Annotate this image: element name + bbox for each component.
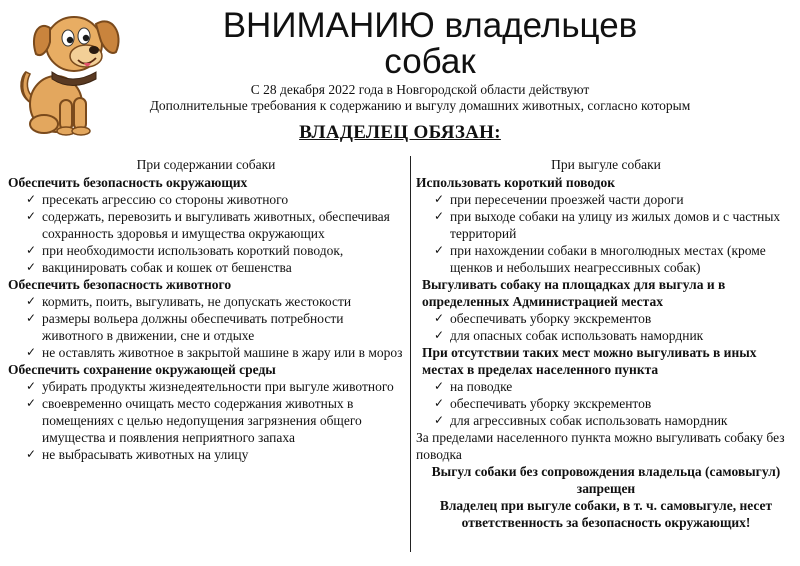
list-item: ✓ пресекать агрессию со стороны животного	[26, 192, 289, 207]
check-mark-icon: ✓	[26, 447, 37, 461]
outside-settlement-note: За пределами населенного пункта можно выгуливать собаку без поводка	[416, 430, 785, 462]
list-item: ✓ для опасных собак использовать намордник	[434, 328, 704, 343]
section-title: При отсутствии таких мест можно выгуливать в иных местах в пределах населенного пункта	[422, 345, 757, 377]
check-mark-icon: ✓	[434, 243, 445, 257]
check-mark-icon: ✓	[26, 294, 37, 308]
list-item: ✓ на поводке	[434, 379, 513, 394]
keeping-column	[8, 156, 404, 463]
list-item: ✓ обеспечивать уборку экскрементов	[434, 396, 652, 411]
requirement-list	[8, 293, 404, 361]
list-item: ✓ для агрессивных собак использовать намордник	[434, 413, 728, 428]
list-item: ✓ обеспечивать уборку экскрементов	[434, 311, 652, 326]
subtitle-line-1: С 28 декабря 2022 года в Новгородской области действуют	[250, 82, 590, 97]
list-item: ✓ кормить, поить, выгуливать, не допускать жестокости	[26, 294, 352, 309]
requirement-list	[8, 191, 404, 276]
list-item: ✓ содержать, перевозить и выгуливать животных, обеспечивая сохранность здоровья и имущества окружающих	[26, 209, 390, 241]
check-mark-icon: ✓	[434, 379, 445, 393]
owner-responsibility: Владелец при выгуле собаки, в т. ч. самовыгуле, несет ответственность за безопасность окружающих!	[439, 498, 773, 530]
section-title: Выгуливать собаку на площадках для выгула и в определенных Администрацией местах	[422, 277, 726, 309]
section-title: Обеспечить безопасность окружающих	[8, 175, 248, 190]
check-mark-icon: ✓	[26, 311, 37, 325]
list-item: ✓ при выходе собаки на улицу из жилых домов и с частных территорий	[434, 209, 781, 241]
list-item: ✓ не выбрасывать животных на улицу	[26, 447, 249, 462]
list-item: ✓ размеры вольера должны обеспечивать потребности животного в движении, сне и отдыхе	[26, 311, 344, 343]
title-line-1: ВНИМАНИЮ владельцев	[222, 6, 638, 45]
list-item: ✓ своевременно очищать место содержания животных в помещениях с целью недопущения загрязнения общего имущества и появления неприятного запаха	[26, 396, 362, 445]
cartoon-dog-icon	[16, 6, 134, 138]
list-item: ✓ при необходимости использовать короткий поводок,	[26, 243, 344, 258]
check-mark-icon: ✓	[434, 413, 445, 427]
check-mark-icon: ✓	[434, 328, 445, 342]
check-mark-icon: ✓	[26, 243, 37, 257]
check-mark-icon: ✓	[26, 260, 37, 274]
check-mark-icon: ✓	[26, 192, 37, 206]
main-heading: ВЛАДЕЛЕЦ ОБЯЗАН:	[299, 122, 501, 143]
check-mark-icon: ✓	[26, 379, 37, 393]
check-mark-icon: ✓	[26, 396, 37, 410]
section-title: Обеспечить безопасность животного	[8, 277, 232, 292]
check-mark-icon: ✓	[434, 311, 445, 325]
requirement-list	[416, 310, 796, 344]
column-divider	[410, 156, 411, 552]
list-item: ✓ при нахождении собаки в многолюдных местах (кроме щенков и небольших неагрессивных собак)	[434, 243, 766, 275]
keeping-column-title: При содержании собаки	[136, 157, 276, 172]
list-item: ✓ вакцинировать собак и кошек от бешенства	[26, 260, 292, 275]
check-mark-icon: ✓	[26, 209, 37, 223]
check-mark-icon: ✓	[26, 345, 37, 359]
list-item: ✓ при пересечении проезжей части дороги	[434, 192, 684, 207]
subtitle-line-2: Дополнительные требования к содержанию и выгулу домашних животных, согласно которым	[149, 98, 691, 113]
section-title: Обеспечить сохранение окружающей среды	[8, 362, 276, 377]
check-mark-icon: ✓	[434, 396, 445, 410]
list-item: ✓ убирать продукты жизнедеятельности при выгуле животного	[26, 379, 394, 394]
title-line-2: собак	[384, 42, 476, 81]
walking-column-title: При выгуле собаки	[551, 157, 661, 172]
requirement-list	[8, 378, 404, 463]
walking-column	[416, 156, 796, 531]
page-title	[150, 8, 710, 80]
section-title: Использовать короткий поводок	[416, 175, 616, 190]
self-walking-prohibition: Выгул собаки без сопровождения владельца (самовыгул) запрещен	[431, 464, 781, 496]
requirement-list	[416, 191, 796, 276]
list-item: ✓ не оставлять животное в закрытой машине в жару или в мороз	[26, 345, 403, 360]
check-mark-icon: ✓	[434, 192, 445, 206]
subtitle	[120, 82, 720, 114]
check-mark-icon: ✓	[434, 209, 445, 223]
requirement-list	[416, 378, 796, 429]
